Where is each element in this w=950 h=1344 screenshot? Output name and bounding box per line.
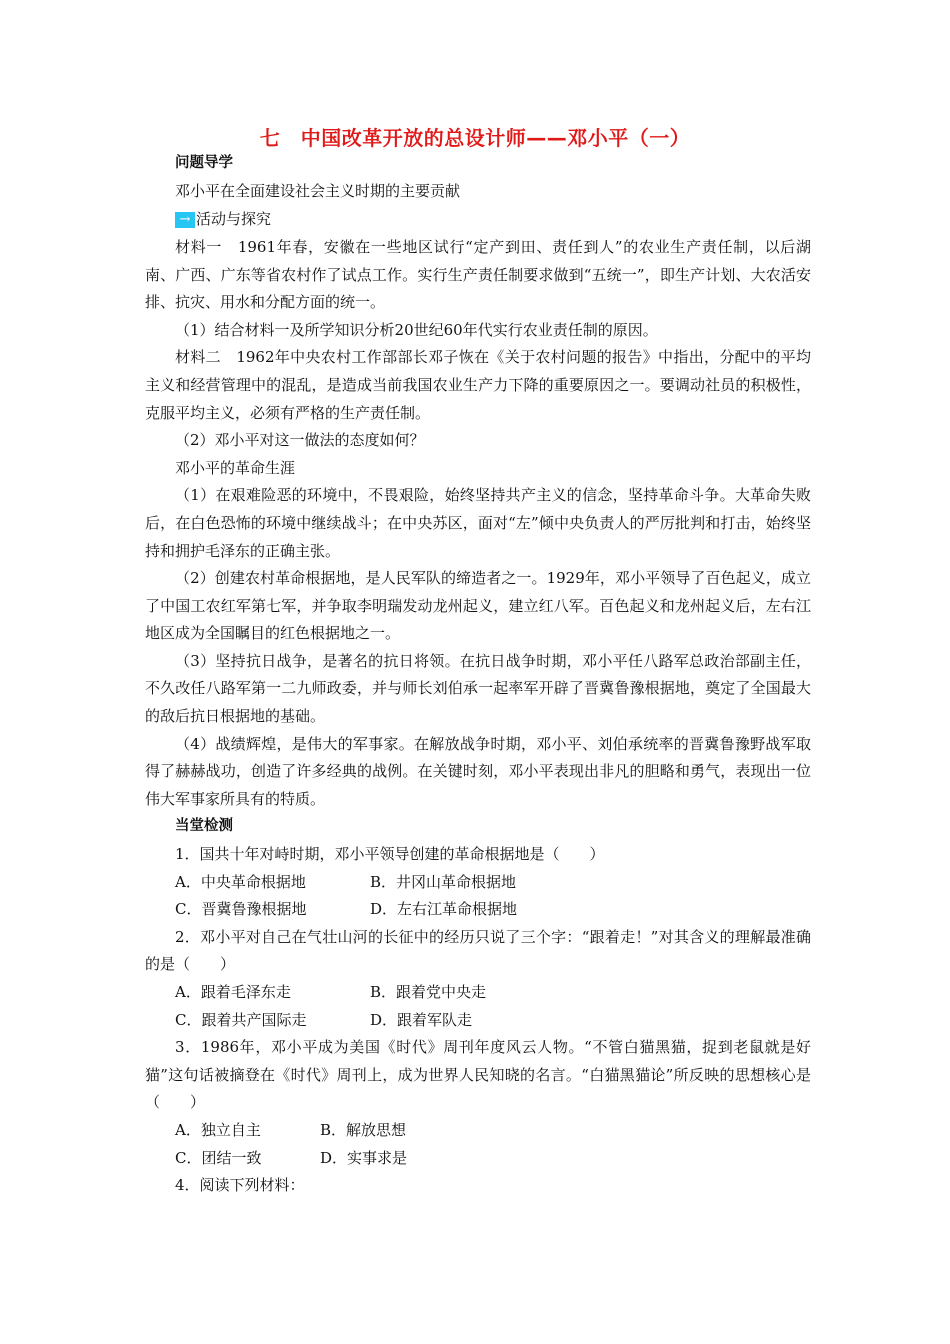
material-two: 材料二 1962年中央农村工作部部长邓子恢在《关于农村问题的报告》中指出，分配中的平均主义和经营管理中的混乱，是造成当前我国农业生产力下降的重要原因之一。要调动社员的积极性，克服平均主义，必须有严格的生产责任制。 (145, 348, 811, 422)
option-row (145, 896, 811, 924)
option-c: C．团结一致 (175, 1148, 262, 1167)
right-arrow-icon: → (175, 212, 195, 228)
option-d: D．跟着军队走 (370, 1010, 473, 1029)
option-b: B．跟着党中央走 (370, 983, 487, 1002)
option-row (145, 979, 811, 1007)
option-a: A．中央革命根据地 (175, 872, 306, 891)
option-c: C．跟着共产国际走 (175, 1010, 307, 1029)
option-row (145, 1007, 811, 1035)
question-stem: 3．1986年，邓小平成为美国《时代》周刊年度风云人物。“不管白猫黑猫，捉到老鼠就是好猫”这句话被摘登在《时代》周刊上，成为世界人民知晓的名言。“白猫黑猫论”所反映的思想核心是（ ） (145, 1038, 811, 1112)
option-b: B．井冈山革命根据地 (370, 872, 517, 891)
section-heading-guide: 问题导学 (175, 155, 233, 171)
option-row (145, 1145, 811, 1173)
activity-line (145, 205, 811, 234)
career-paragraph: （4）战绩辉煌，是伟大的军事家。在解放战争时期，邓小平、刘伯承统率的晋冀鲁豫野战军取得了赫赫战功，创造了许多经典的战例。在关键时刻，邓小平表现出非凡的胆略和勇气，表现出一位伟大军事家所具有的特质。 (145, 734, 811, 808)
guide-topic: 邓小平在全面建设社会主义时期的主要贡献 (175, 181, 461, 200)
page-title: 七 中国改革开放的总设计师——邓小平（一） (259, 126, 691, 150)
material-one: 材料一 1961年春，安徽在一些地区试行“定产到田、责任到人”的农业生产责任制，以后湖南、广西、广东等省农村作了试点工作。实行生产责任制要求做到“五统一”，即生产计划、大农活安排、抗灾、用水和分配方面的统一。 (145, 237, 811, 312)
option-row (145, 869, 811, 897)
career-paragraph: （1）在艰难险恶的环境中，不畏艰险，始终坚持共产主义的信念，坚持革命斗争。大革命失败后，在白色恐怖的环境中继续战斗；在中央苏区，面对“左”倾中央负责人的严厉批判和打击，始终坚持和拥护毛泽东的正确主张。 (145, 486, 811, 560)
career-paragraph: （2）创建农村革命根据地，是人民军队的缔造者之一。1929年，邓小平领导了百色起义，成立了中国工农红军第七军，并争取李明瑞发动龙州起义，建立红八军。百色起义和龙州起义后，左右江地区成为全国瞩目的红色根据地之一。 (145, 569, 811, 643)
question-stem: 2．邓小平对自己在气壮山河的长征中的经历只说了三个字：“跟着走！”对其含义的理解最准确的是（ ） (145, 927, 811, 974)
option-c: C．晋冀鲁豫根据地 (175, 900, 307, 919)
option-d: D．实事求是 (320, 1148, 408, 1167)
option-b: B．解放思想 (320, 1120, 407, 1139)
question-stem: 1．国共十年对峙时期，邓小平领导创建的革命根据地是（ ） (175, 845, 605, 864)
question-two: （2）邓小平对这一做法的态度如何？ (175, 431, 425, 450)
question-stem: 4．阅读下列材料： (175, 1176, 305, 1195)
career-paragraph: （3）坚持抗日战争，是著名的抗日将领。在抗日战争时期，邓小平任八路军总政治部副主任，不久改任八路军第一二九师政委，并与师长刘伯承一起率军开辟了晋冀鲁豫根据地，奠定了全国最大的敌后抗日根据地的基础。 (145, 651, 811, 726)
option-a: A．跟着毛泽东走 (175, 983, 291, 1002)
option-d: D．左右江革命根据地 (370, 900, 518, 919)
activity-label: 活动与探究 (196, 210, 272, 229)
section-heading-test: 当堂检测 (175, 818, 233, 835)
career-heading: 邓小平的革命生涯 (175, 458, 296, 477)
document-body (145, 150, 811, 1200)
option-row (145, 1117, 811, 1145)
question-one: （1）结合材料一及所学知识分析20世纪60年代实行农业责任制的原因。 (175, 320, 658, 339)
option-a: A．独立自主 (175, 1120, 261, 1139)
